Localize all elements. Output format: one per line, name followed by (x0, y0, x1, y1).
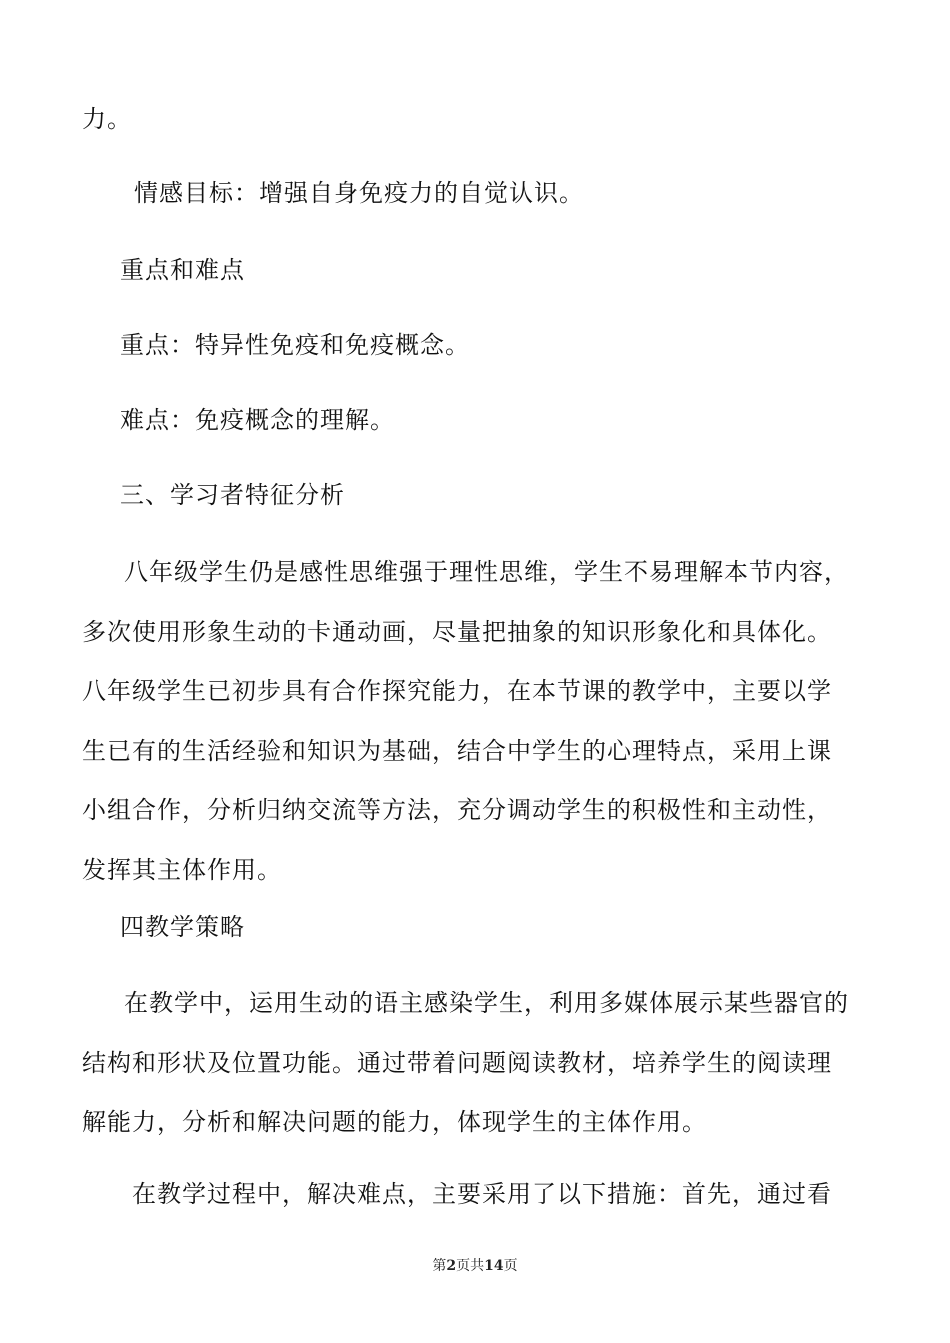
paragraph-row: 小组合作，分析归纳交流等方法，充分调动学生的积极性和主动性， (82, 796, 832, 824)
paragraph-row: 多次使用形象生动的卡通动画，尽量把抽象的知识形象化和具体化。 (82, 617, 832, 646)
paragraph-row: 解能力，分析和解决问题的能力，体现学生的主体作用。 (82, 1108, 707, 1136)
paragraph-row: 发挥其主体作用。 (82, 855, 282, 884)
paragraph-row: 结构和形状及位置功能。通过带着问题阅读教材，培养学生的阅读理 (82, 1048, 832, 1077)
paragraph-row: 生已有的生活经验和知识为基础，结合中学生的心理特点，采用上课 (82, 736, 832, 765)
footer-prefix: 第 (432, 1258, 447, 1274)
section-heading-learner-analysis: 三、学习者特征分析 (120, 481, 345, 509)
teaching-strategy-paragraph (82, 974, 872, 1153)
page-footer (0, 1257, 950, 1275)
paragraph-row: 在教学中，运用生动的语主感染学生，利用多媒体展示某些器官的 (124, 989, 849, 1017)
learner-analysis-paragraph (82, 543, 872, 900)
section-heading-teaching-strategy: 四教学策略 (120, 913, 245, 941)
difficulty-line: 难点：免疫概念的理解。 (120, 406, 395, 434)
text-line-continuation: 力。 (82, 105, 132, 133)
section-heading-key-points: 重点和难点 (120, 256, 245, 284)
footer-total-pages: 14 (484, 1258, 504, 1274)
key-point-line: 重点：特异性免疫和免疫概念。 (120, 331, 470, 359)
footer-suffix: 页 (503, 1258, 518, 1274)
footer-page-number: 2 (446, 1258, 457, 1274)
footer-middle: 页共 (456, 1258, 485, 1274)
paragraph-row: 在教学过程中，解决难点，主要采用了以下措施：首先，通过看 (132, 1180, 832, 1208)
paragraph-row: 八年级学生仍是感性思维强于理性思维，学生不易理解本节内容， (124, 558, 849, 586)
emotion-goal-line: 情感目标：增强自身免疫力的自觉认识。 (134, 179, 584, 207)
paragraph-row: 八年级学生已初步具有合作探究能力，在本节课的教学中，主要以学 (82, 677, 832, 705)
teaching-process-paragraph (82, 1165, 872, 1225)
